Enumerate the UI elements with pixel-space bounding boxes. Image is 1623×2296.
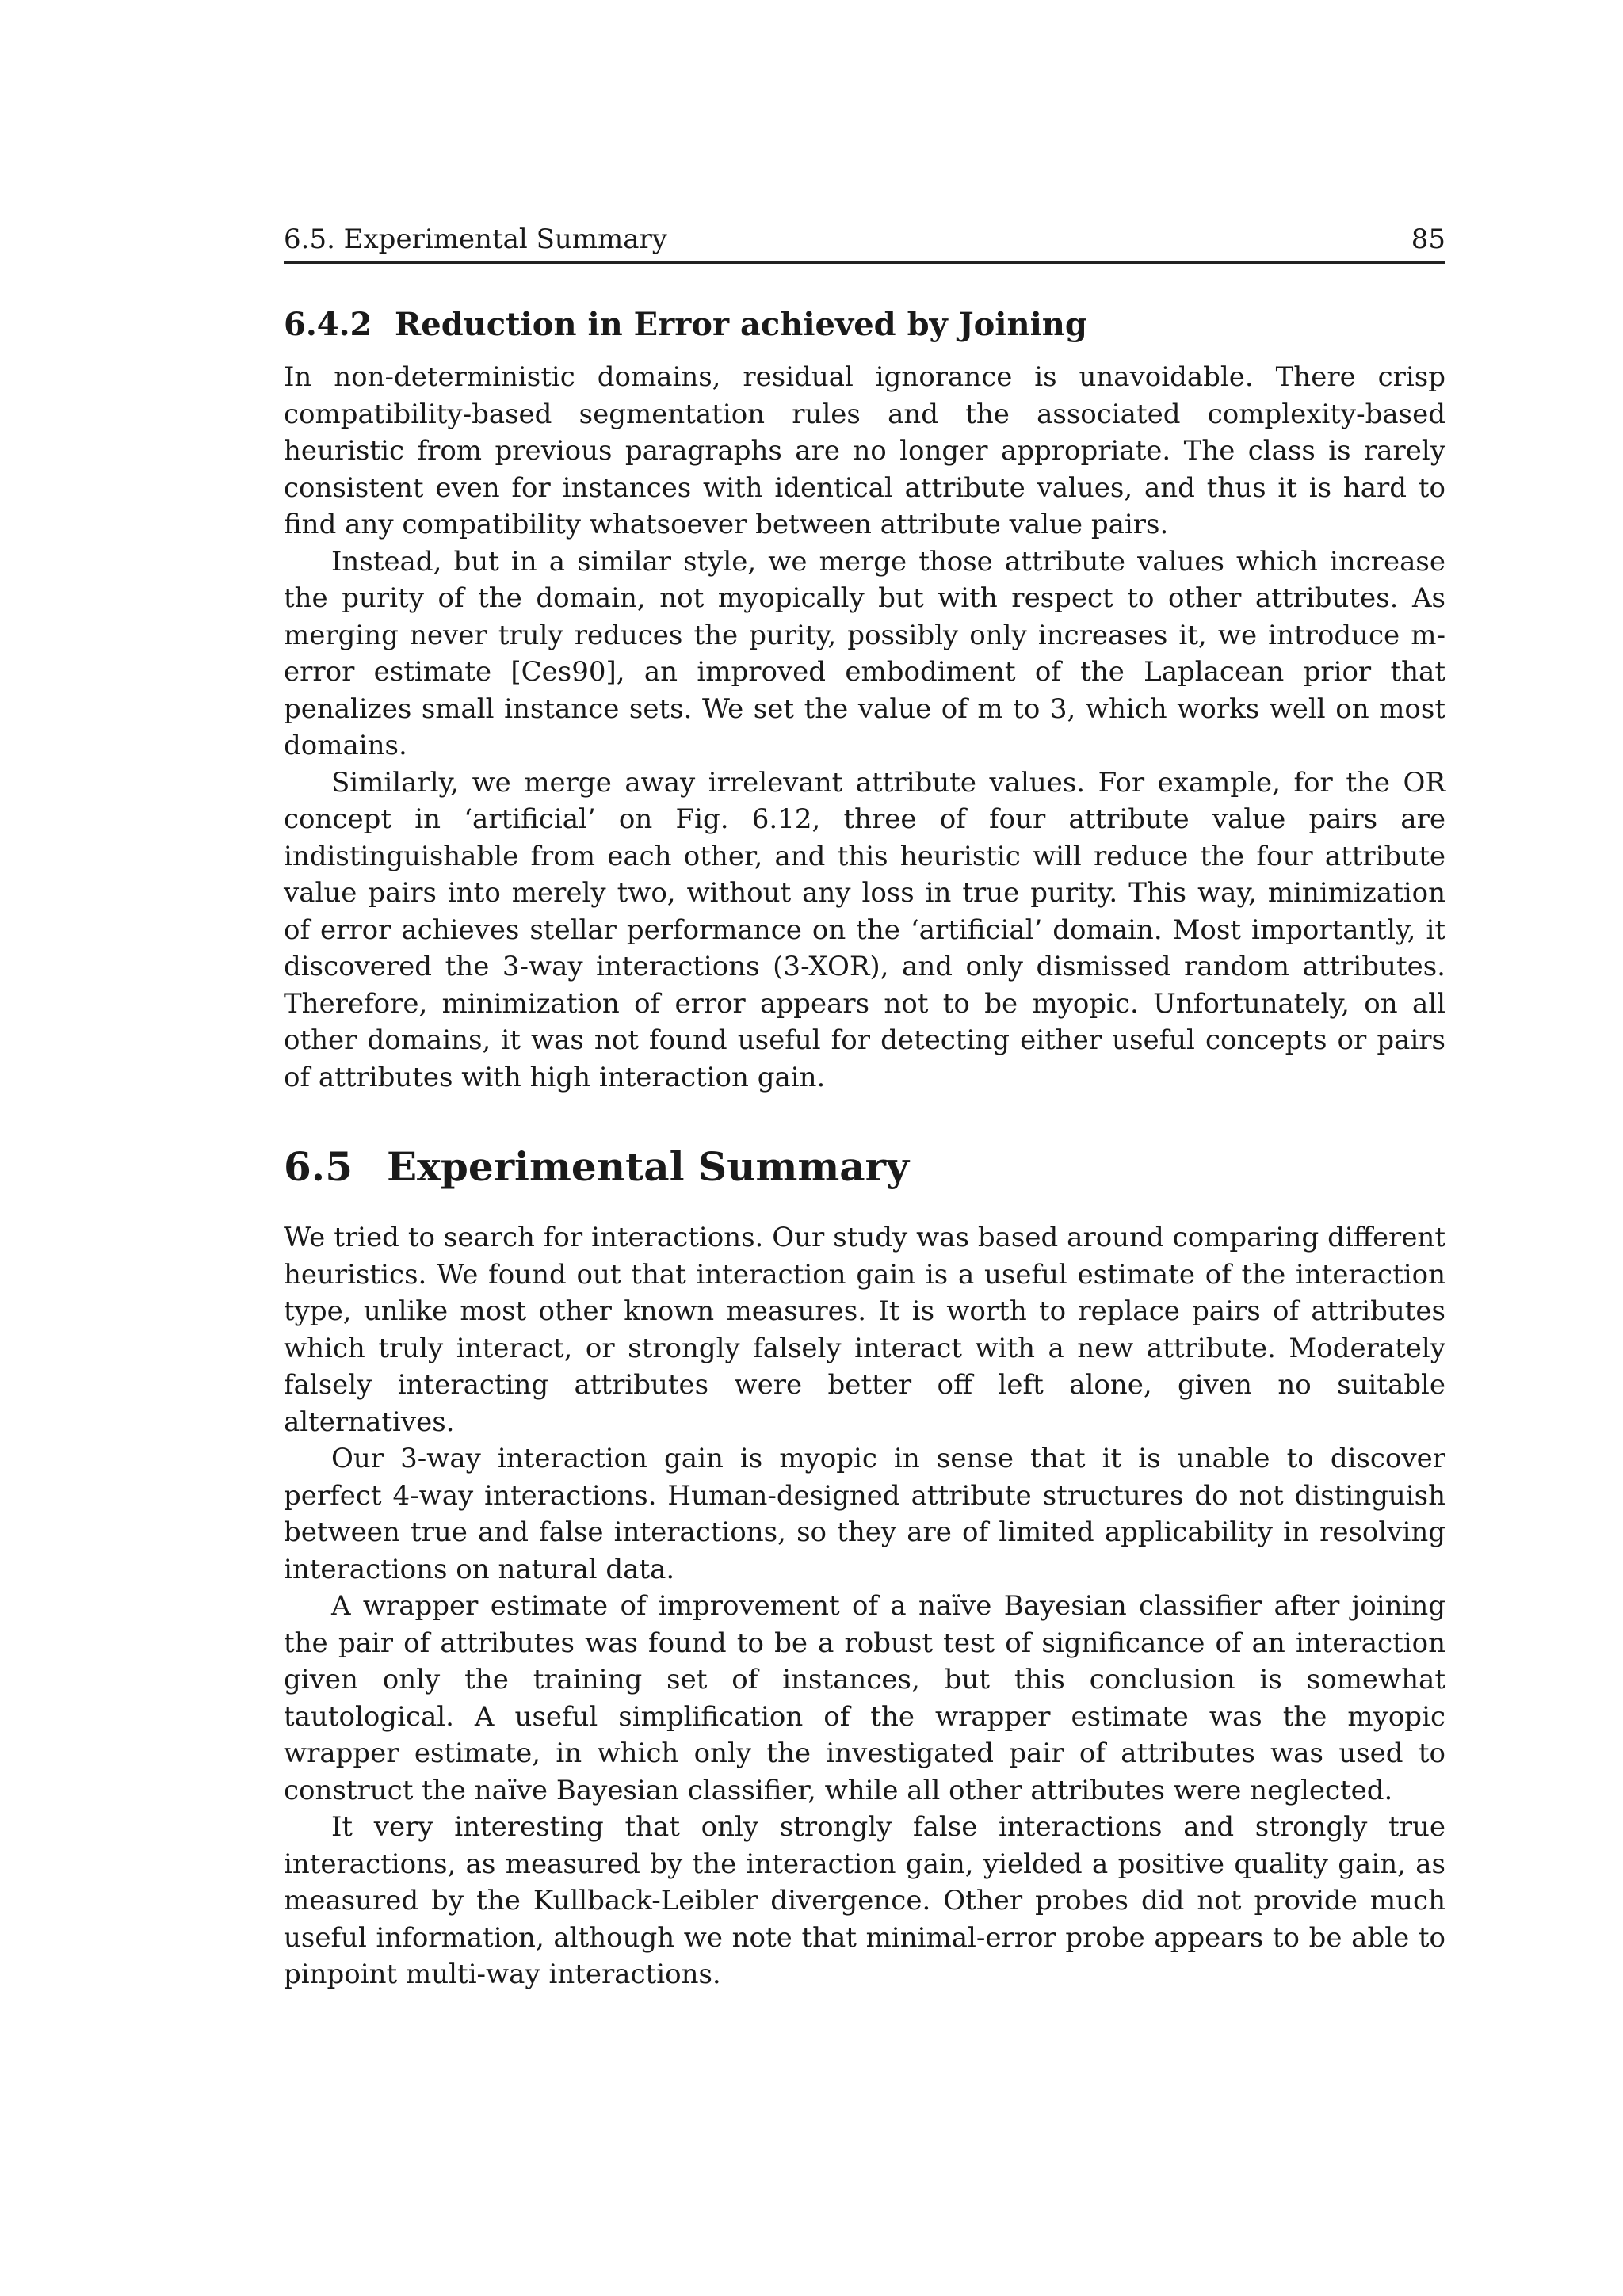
section-paragraph-1: We tried to search for interactions. Our study was based around comparing different heuristics. We found out that interaction gain is a useful estimate of the interaction type, unlike most other known measures. It is worth to replace pairs of attributes which truly interact, or strongly falsely interact with a new attribute. Moderately falsely interacting attributes were better off left alone, given no suitable alternatives.	[284, 1222, 1445, 1438]
section-heading	[284, 1143, 1445, 1191]
section-paragraph-2: Our 3-way interaction gain is myopic in sense that it is unable to discover perfect 4-way interactions. Human-designed attribute structures do not distinguish between true and false interactions, so they are of limited applicability in resolving interactions on natural data.	[284, 1443, 1445, 1585]
section-paragraph-3: A wrapper estimate of improvement of a naïve Bayesian classifier after joining the pair of attributes was found to be a robust test of significance of an interaction given only the training set of instances, but this conclusion is somewhat tautological. A useful simplification of the wrapper estimate was the myopic wrapper estimate, in which only the investigated pair of attributes was used to construct the naïve Bayesian classifier, while all other attributes were neglected.	[284, 1590, 1445, 1806]
subsection-paragraph-3: Similarly, we merge away irrelevant attribute values. For example, for the OR concept in ‘artificial’ on Fig. 6.12, three of four attribute value pairs are indistinguishable from each other, and this heuristic will reduce the four attribute value pairs into merely two, without any loss in true purity. This way, minimization of error achieves stellar performance on the ‘artificial’ domain. Most importantly, it discovered the 3-way interactions (3-XOR), and only dismissed random attributes. Therefore, minimization of error appears not to be myopic. Unfortunately, on all other domains, it was not found useful for detecting either useful concepts or pairs of attributes with high interaction gain.	[284, 766, 1445, 1093]
running-head-title: 6.5. Experimental Summary	[284, 223, 667, 255]
subsection-paragraph-1: In non-deterministic domains, residual ignorance is unavoidable. There crisp compatibility-based segmentation rules and the associated complexity-based heuristic from previous paragraphs are no longer appropriate. The class is rarely consistent even for instances with identical attribute values, and thus it is hard to find any compatibility whatsoever between attribute value pairs.	[284, 361, 1445, 540]
subsection-title: Reduction in Error achieved by Joining	[395, 306, 1087, 343]
running-head	[284, 223, 1445, 264]
section-number: 6.5	[284, 1143, 353, 1190]
page	[284, 223, 1445, 1993]
subsection-heading	[284, 305, 1445, 345]
page-number: 85	[1411, 223, 1445, 255]
section-paragraph-4: It very interesting that only strongly false interactions and strongly true interactions, as measured by the interaction gain, yielded a positive quality gain, as measured by the Kullback-Leibler divergence. Other probes did not provide much useful information, although we note that minimal-error probe appears to be able to pinpoint multi-way interactions.	[284, 1811, 1445, 1990]
subsection-number: 6.4.2	[284, 306, 372, 343]
subsection-paragraph-2: Instead, but in a similar style, we merge those attribute values which increase the purity of the domain, not myopically but with respect to other attributes. As merging never truly reduces the purity, possibly only increases it, we introduce m-error estimate [Ces90], an improved embodiment of the Laplacean prior that penalizes small instance sets. We set the value of m to 3, which works well on most domains.	[284, 545, 1445, 761]
section-title: Experimental Summary	[387, 1143, 910, 1190]
